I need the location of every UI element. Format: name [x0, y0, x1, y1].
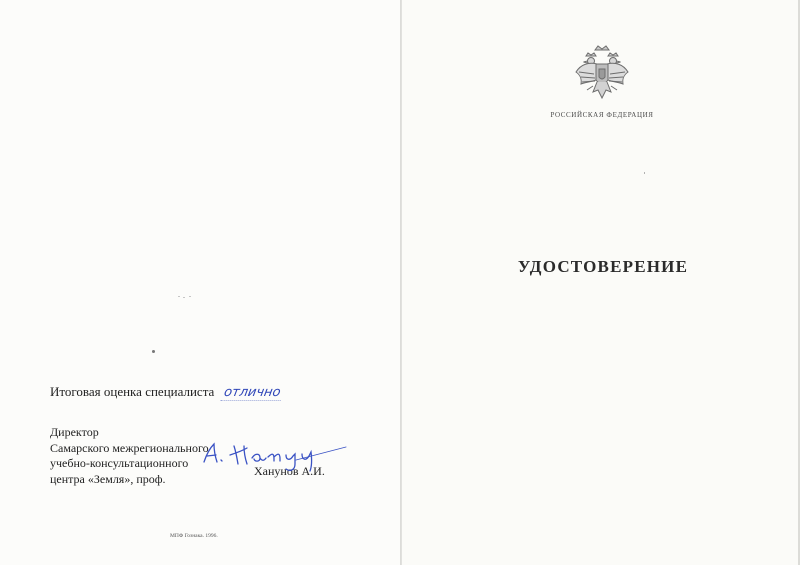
paper-speck: [178, 296, 180, 297]
page-fold: [400, 0, 402, 565]
handwritten-signature-icon: [200, 438, 350, 474]
director-org-line3: центра «Земля», проф.: [50, 471, 166, 486]
director-title: Директор: [50, 425, 99, 439]
paper-speck: [183, 297, 185, 298]
director-org-line2: учебно-консультационного: [50, 456, 189, 470]
paper-speck: [189, 296, 191, 297]
director-org-line1: Самарского межрегионального: [50, 440, 209, 455]
paper-speck: [152, 350, 155, 353]
final-grade-label: Итоговая оценка специалиста: [50, 384, 215, 399]
double-headed-eagle-icon: [573, 42, 631, 104]
director-name: Ханунов А.И.: [254, 464, 325, 478]
document-title: УДОСТОВЕРЕНИЕ: [517, 257, 689, 276]
final-grade-value: отлично: [220, 385, 283, 401]
final-grade-row: [50, 384, 282, 401]
paper-speck: [644, 172, 645, 174]
director-block: [50, 425, 209, 487]
country-label: РОССИЙСКАЯ ФЕДЕРАЦИЯ: [550, 111, 654, 119]
printer-imprint: МПФ Гознака. 1996.: [170, 533, 218, 539]
